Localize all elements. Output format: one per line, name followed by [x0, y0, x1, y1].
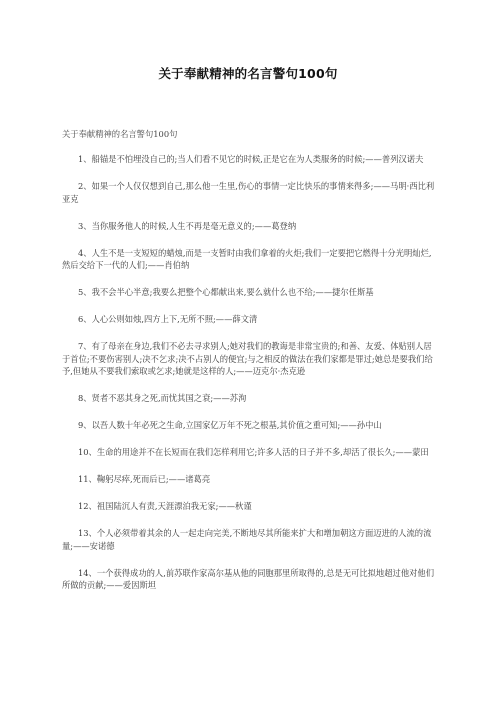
quote-item: 10、生命的用途并不在长短而在我们怎样利用它;许多人活的日子并不多,却活了很长久;——蒙田 [78, 447, 429, 458]
quote-item: 6、人心公则如烛,四方上下,无所不照;——薛文清 [78, 314, 258, 325]
quote-item: 4、人生不是一支短短的蜡烛,而是一支暂时由我们拿着的火炬;我们一定要把它燃得十分光明灿烂,然后交给下一代的人们;——肖伯纳 [62, 247, 432, 271]
quote-item: 5、我不会半心半意;我要么把整个心都献出来,要么就什么也不给;——捷尔任斯基 [78, 287, 374, 298]
document-subtitle: 关于奉献精神的名言警句100句 [62, 129, 178, 139]
quote-item: 13、个人必须带着其余的人一起走向完美,不断地尽其所能来扩大和增加朝这方面迈进的人流的流量;——安诺德 [62, 528, 432, 551]
quote-item: 14、一个获得成功的人,前苏联作家高尔基从他的同胞那里所取得的,总是无可比拟地超过他对他们所做的贡献;——爱因斯坦 [62, 567, 435, 591]
quote-item: 3、当你服务他人的时候,人生不再是毫无意义的;——葛登纳 [78, 220, 297, 231]
quote-item: 2、如果一个人仅仅想到自己,那么他一生里,伤心的事情一定比快乐的事情来得多;——马明·西比利亚克 [62, 180, 435, 204]
quote-item: 11、鞠躬尽瘁,死而后已;——诸葛亮 [78, 474, 211, 485]
quote-item: 12、祖国陆沉人有责,天涯漂泊我无家;——秋谨 [78, 501, 252, 512]
quote-item: 1、船锚是不怕埋没自己的;当人们看不见它的时候,正是它在为人类服务的时候;——普列汉诺夫 [78, 154, 424, 164]
quote-item: 8、贤者不恶其身之死,而忧其国之衰;——苏洵 [78, 393, 247, 404]
document-title: 关于奉献精神的名言警句100句 [158, 66, 338, 81]
quote-list [62, 153, 436, 606]
quote-item: 9、以吾人数十年必死之生命,立国家亿万年不死之根基,其价值之重可知;——孙中山 [78, 420, 382, 431]
quote-item: 7、有了母亲在身边,我们不必去寻求别人;她对我们的教诲是非常宝贵的;和善、友爱、体贴别人居于首位;不要伤害别人;决不乞求;决不占别人的便宜;与之相反的做法在我们家都是罪过;她总是要我们给予,但她从不要我们索取或乞求;她就是这样的人;——迈克尔·杰克逊 [62, 341, 433, 377]
